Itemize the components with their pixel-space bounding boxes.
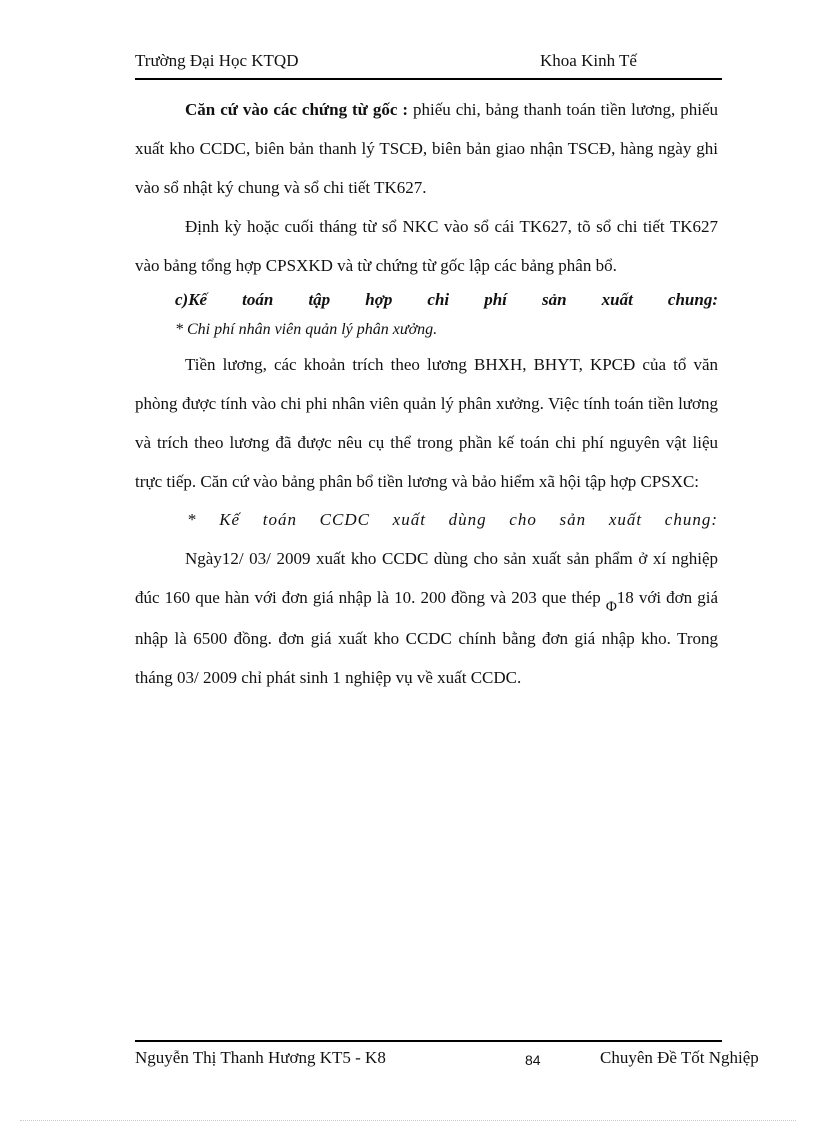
page-footer — [135, 1040, 759, 1068]
header-university: Trường Đại Học KTQD — [135, 51, 299, 70]
footer-author: Nguyễn Thị Thanh Hương KT5 - K8 — [135, 1048, 386, 1067]
document-body — [135, 90, 718, 697]
paragraph-text: 18 với đơn giá nhập là 6500 đồng. đơn giá xuất kho CCDC chính bằng đơn giá nhập kho. Trong tháng 03/ 2009 chỉ phát sinh 1 nghiệp vụ về xuất CCDC. — [135, 588, 718, 687]
paragraph-text: phiếu chi, bảng thanh toán tiền lương, phiếu xuất kho CCDC, biên bản thanh lý TSCĐ, biên bản giao nhận TSCĐ, hàng ngày ghi vào sổ nhật ký chung và sổ chi tiết TK627. — [135, 100, 718, 197]
footer-topic: Chuyên Đề Tốt Nghiệp — [600, 1048, 759, 1067]
paragraph-ccdc-details — [135, 539, 718, 697]
section-heading: c)Kế toán tập hợp chi phí sản xuất chung: — [175, 290, 718, 309]
paragraph-periodic: Định kỳ hoặc cuối tháng từ sổ NKC vào sổ cái TK627, tõ sổ chi tiết TK627 vào bảng tổng hợp CPSXKD và từ chứng từ gốc lập các bảng phân bổ. — [135, 217, 718, 275]
paragraph-source-documents — [135, 90, 718, 207]
page-edge-divider — [20, 1120, 796, 1121]
paragraph-text: Ngày12/ 03/ 2009 xuất kho CCDC dùng cho sản xuất sản phẩm ở xí nghiệp đúc 160 que hàn với đơn giá nhập là 10. 200 đồng và 203 que thép — [135, 549, 718, 607]
subheading-staff-costs: * Chi phí nhân viên quản lý phân xưởng. — [175, 321, 438, 338]
phi-symbol: Φ — [605, 599, 617, 615]
subheading-ccdc: * Kế toán CCDC xuất dùng cho sản xuất chung: — [187, 510, 718, 529]
paragraph-lead-bold: Căn cứ vào các chứng từ gốc : — [185, 100, 409, 119]
header-faculty: Khoa Kinh Tế — [540, 51, 637, 70]
page-number: 84 — [525, 1052, 541, 1068]
page-header — [135, 48, 722, 80]
paragraph-salary: Tiền lương, các khoản trích theo lương BHXH, BHYT, KPCĐ của tổ văn phòng được tính vào chi phi nhân viên quản lý phân xưởng. Việc tính toán tiền lương và trích theo lương đã được nêu cụ thể trong phần kế toán chi phí nguyên vật liệu trực tiếp. Căn cứ vào bảng phân bổ tiền lương và bảo hiểm xã hội tập hợp CPSXC: — [135, 355, 718, 491]
